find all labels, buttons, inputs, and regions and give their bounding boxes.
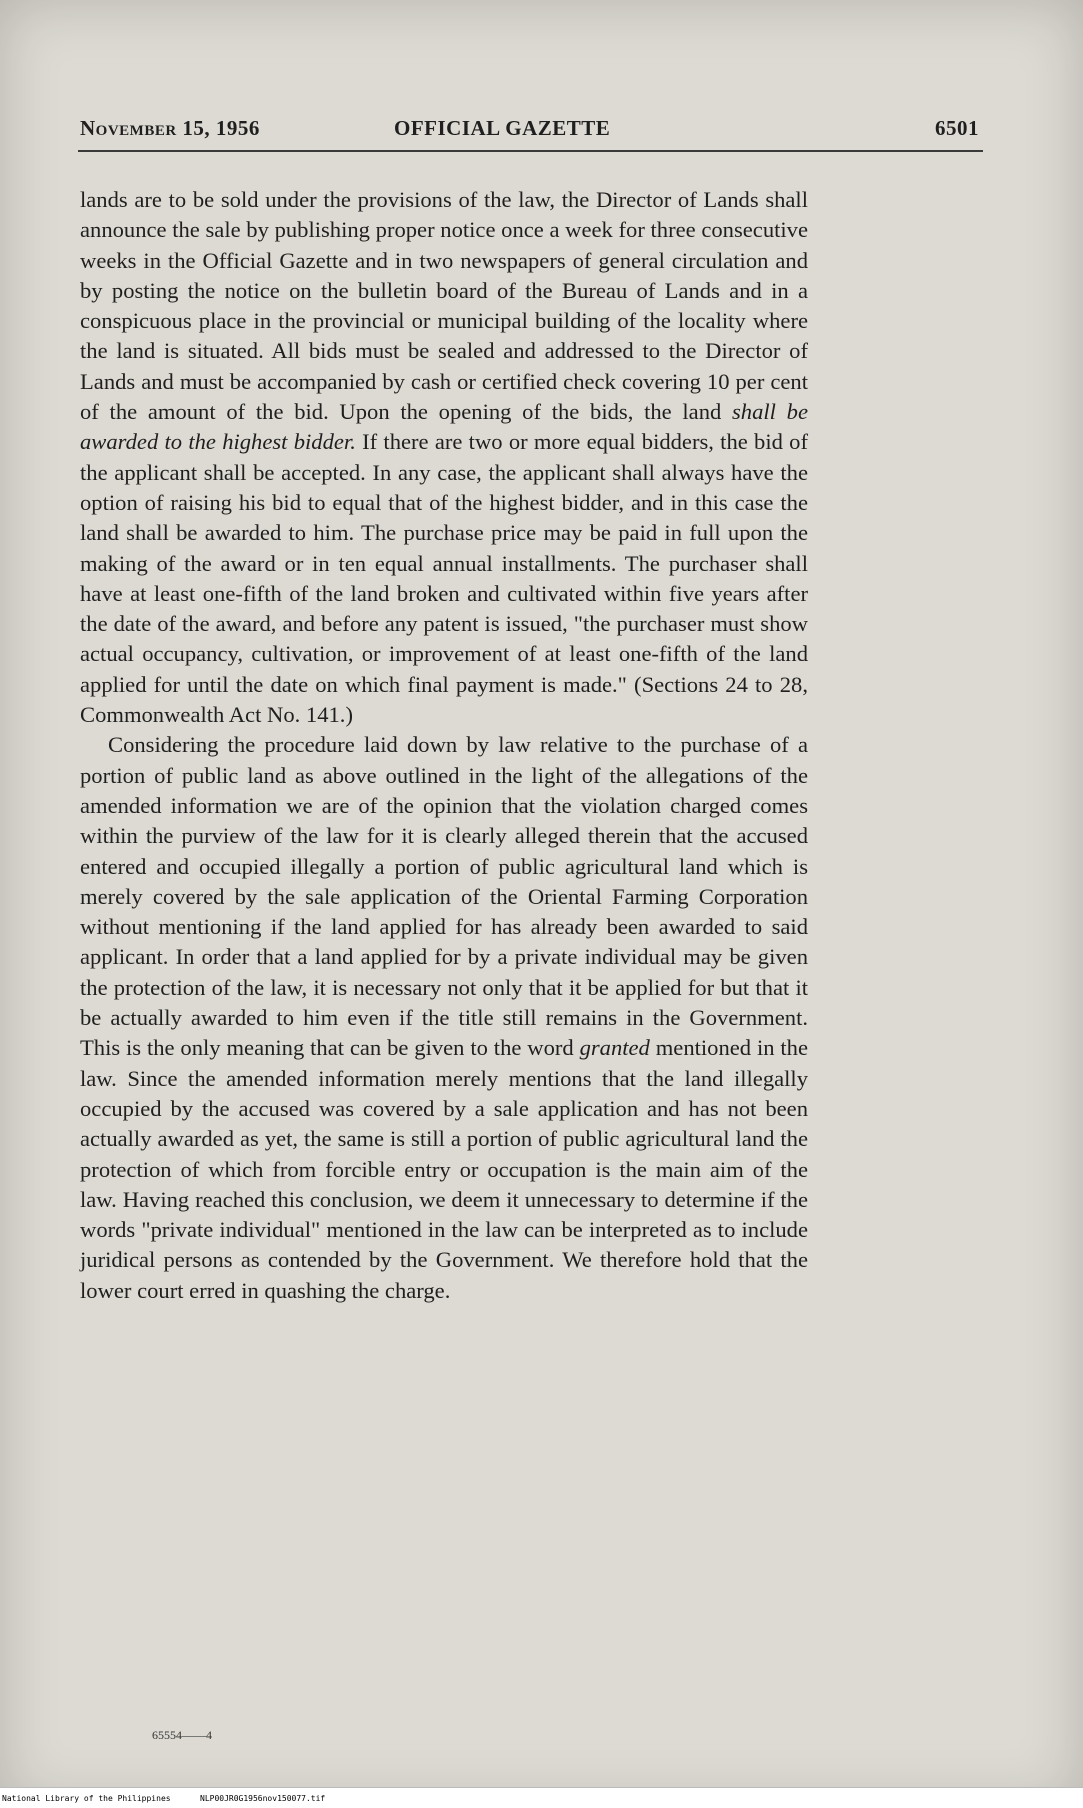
header-title: OFFICIAL GAZETTE (394, 116, 611, 140)
print-code: 65554——4 (152, 1728, 212, 1742)
archive-library: National Library of the Philippines (2, 1794, 171, 1803)
paragraph-2 (80, 730, 808, 1306)
header-rule (78, 150, 983, 152)
paragraph-1-text-b: If there are two or more equal bidders, the bid of the applicant shall be accepted. In any case, the applicant shall always have the option of raising his bid to equal that of the highest bidder, and in this case the land shall be awarded to him. The purchase price may be paid in full upon the making of the award or in ten equal annual installments. The purchaser shall have at least one-fifth of the land broken and cultivated within five years after the date of the award, and before any patent is issued, "the purchaser must show actual occupancy, cultivation, or improvement of at least one-fifth of the land applied for until the date on which final payment is made." (Sections 24 to 28, Commonwealth Act No. 141.) (80, 429, 808, 728)
paragraph-1-emphasis: shall be awarded to the highest bidder. (80, 399, 808, 455)
page-number: 6501 (935, 116, 979, 140)
archive-strip (0, 1787, 1083, 1808)
archive-filename: NLP00JR0G1956nov150077.tif (200, 1794, 326, 1803)
paragraph-1 (80, 185, 808, 730)
paragraph-2-emphasis: granted (579, 1035, 650, 1061)
header-date: November 15, 1956 (80, 116, 260, 140)
page-header (80, 116, 979, 141)
paragraph-1-text-a: lands are to be sold under the provisions of the law, the Director of Lands shall announce the sale by publishing proper notice once a week for three consecutive weeks in the Official Gazette and in two newspapers of general circulation and by posting the notice on the bulletin board of the Bureau of Lands and in a conspicuous place in the provincial or municipal building of the locality where the land is situated. All bids must be sealed and addressed to the Director of Lands and must be accompanied by cash or certified check covering 10 per cent of the amount of the bid. Upon the opening of the bids, the land (80, 187, 808, 425)
paragraph-2-text-b: mentioned in the law. Since the amended information merely mentions that the land illegally occupied by the accused was covered by a sale application and has not been actually awarded as yet, the same is still a portion of public agricultural land the protection of which from forcible entry or occupation is the main aim of the law. Having reached this conclusion, we deem it unnecessary to determine if the words "private individual" mentioned in the law can be interpreted as to include juridical persons as contended by the Government. We therefore hold that the lower court erred in quashing the charge. (80, 1035, 809, 1303)
paragraph-2-text-a: Considering the procedure laid down by law relative to the purchase of a portion of public land as above outlined in the light of the allegations of the amended information we are of the opinion that the violation charged comes within the purview of the law for it is clearly alleged therein that the accused entered and occupied illegally a portion of public agricultural land which is merely covered by the sale application of the Oriental Farming Corporation without mentioning if the land applied for has already been awarded to said applicant. In order that a land applied for by a private individual may be given the protection of the law, it is necessary not only that it be applied for but that it be actually awarded to him even if the title still remains in the Government. This is the only meaning that can be given to the word (80, 732, 808, 1061)
body-text (80, 185, 808, 1306)
